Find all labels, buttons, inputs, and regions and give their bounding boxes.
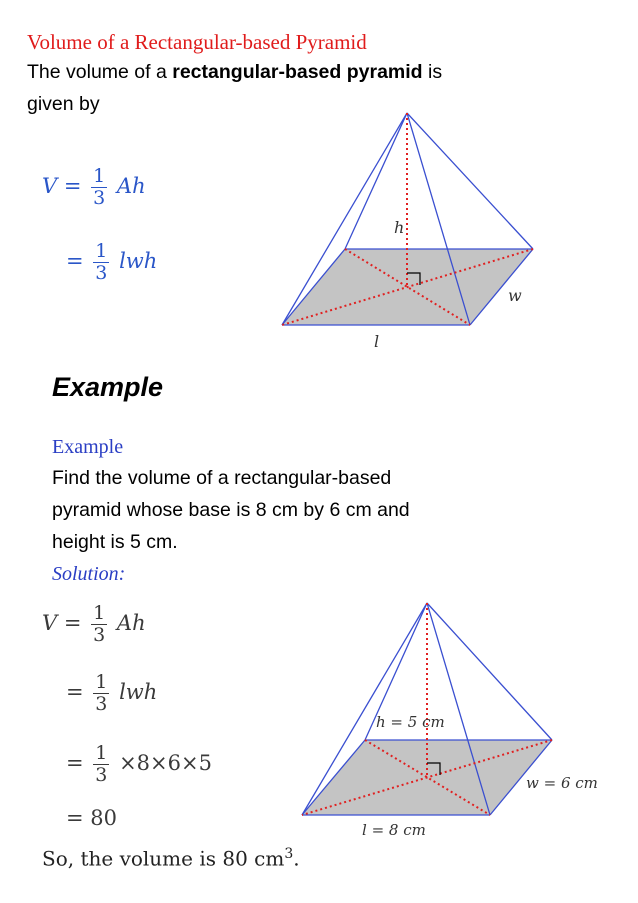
example-label: Example [52,436,124,458]
example-line-3: height is 5 cm. [52,531,178,553]
solution-line-4: = 80 [66,806,117,830]
solution-3-rhs: ×8×6×5 [119,751,212,775]
formula-1-lhs: V = [42,174,82,198]
example-heading: Example [52,372,164,402]
conclusion-text: So, the volume is 80 cm [42,846,285,871]
solution-conclusion [42,846,300,871]
solution-3-num: 1 [95,742,108,764]
solution-2-den: 3 [95,693,108,715]
solution-2-lhs: = [66,680,84,704]
conclusion-period: . [293,846,300,871]
intro-text-post: is [422,61,443,83]
solution-3-fraction [93,743,109,786]
formula-2-den: 3 [95,262,108,284]
intro-text-pre: The volume of a [27,61,173,83]
solution-1-fraction [91,603,107,646]
formula-2-rhs: lwh [119,249,158,273]
example-line-2: pyramid whose base is 8 cm by 6 cm and [52,499,410,521]
solution-2-num: 1 [95,671,108,693]
intro-text-bold: rectangular-based pyramid [172,61,423,83]
solution-1-rhs: Ah [116,611,146,635]
example-problem [52,462,572,558]
formula-1-rhs: Ah [116,174,146,198]
diagram-2-l-label: l = 8 cm [362,821,426,839]
solution-1-lhs: V = [42,611,82,635]
page-title: Volume of a Rectangular-based Pyramid [27,30,367,54]
solution-1-den: 3 [93,624,106,646]
example-line-1: Find the volume of a rectangular-based [52,467,392,489]
solution-label: Solution: [52,563,126,585]
conclusion-exponent: 3 [284,846,294,862]
formula-2-fraction [93,241,109,284]
diagram-2-h-label: h = 5 cm [376,713,445,731]
solution-3-lhs: = [66,751,84,775]
solution-line-1 [42,603,146,646]
pyramid-diagram-2 [290,595,620,845]
solution-1-num: 1 [93,602,106,624]
formula-2-num: 1 [95,240,108,262]
formula-1-den: 3 [93,187,106,209]
solution-3-den: 3 [95,764,108,786]
diagram-1-h-label: h [394,218,405,237]
intro-text-line2: given by [27,93,100,115]
diagram-1-l-label: l [374,332,380,351]
formula-1-fraction [91,166,107,209]
diagram-1-w-label: w [508,286,522,305]
solution-2-fraction [93,672,109,715]
pyramid-diagram-1 [270,105,570,360]
diagram-2-w-label: w = 6 cm [526,774,598,792]
formula-2-lhs: = [66,249,84,273]
solution-2-rhs: lwh [119,680,158,704]
formula-line-2 [66,241,157,284]
formula-1-num: 1 [93,165,106,187]
formula-line-1 [42,166,146,209]
solution-line-3 [66,743,212,786]
solution-line-2 [66,672,157,715]
